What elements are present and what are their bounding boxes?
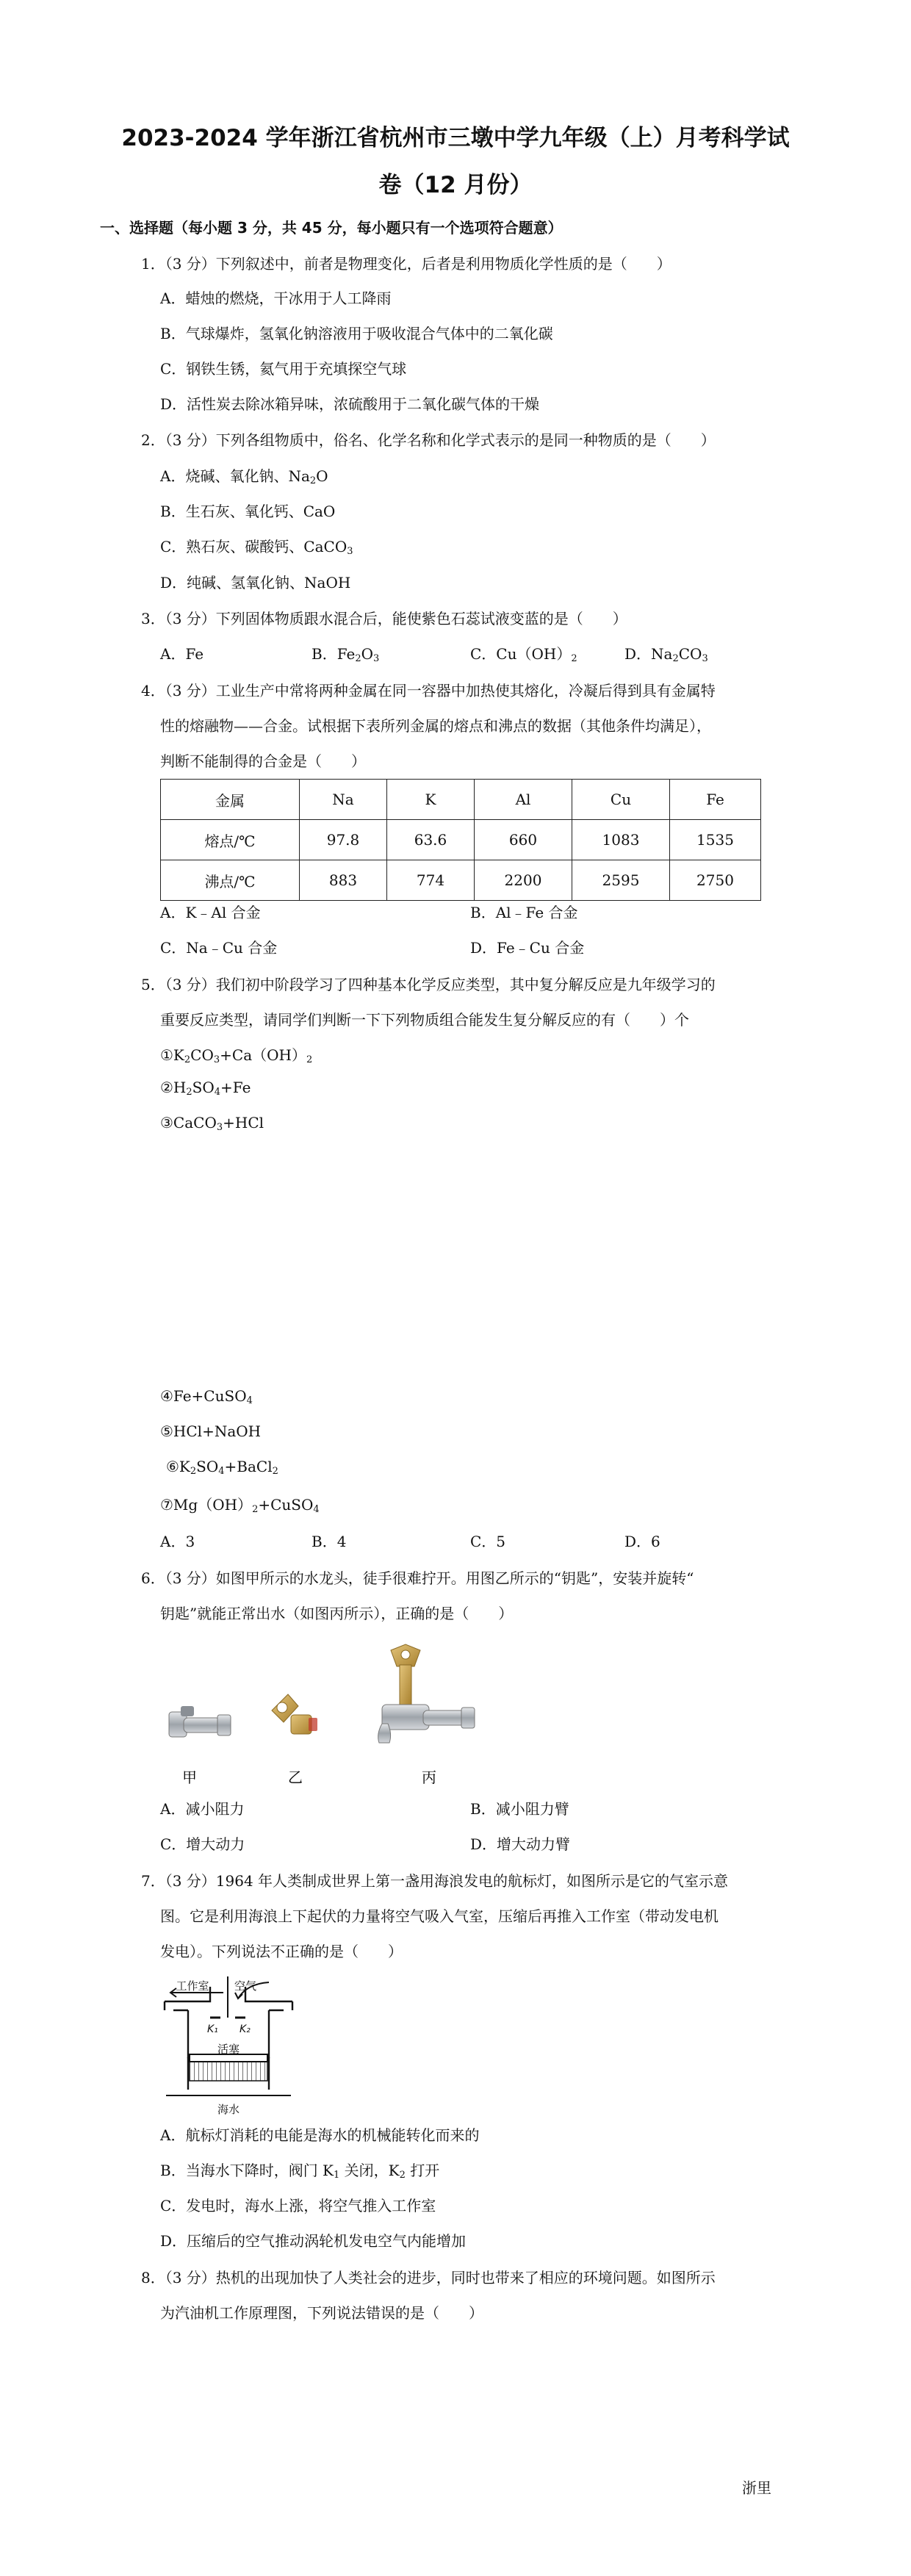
q6-option-d: D．增大动力臂: [470, 1835, 571, 1853]
air-chamber-diagram: [159, 1972, 298, 2119]
q7-option-b: B．当海水下降时，阀门 $K_1$ 关闭，$K_2$ 打开: [160, 2162, 440, 2181]
q5-item-2: $②H_2SO_4+Fe$: [160, 1079, 251, 1098]
q2-stem: 2．（3 分）下列各组物质中，俗名、化学名称和化学式表示的是同一种物质的是（ ）: [141, 431, 716, 449]
figure-label-bing: 丙: [422, 1769, 436, 1786]
q3-option-c: C．$Cu(OH)_2$: [470, 645, 577, 664]
q4-stem-line3: 判断不能制得的合金是（ ）: [160, 752, 366, 770]
label-k1: K₁: [207, 2023, 218, 2035]
q7-option-c: C．发电时，海水上涨，将空气推入工作室: [160, 2197, 436, 2215]
table-cell: 1535: [670, 820, 761, 860]
q5-option-c: C．5: [470, 1533, 506, 1550]
q3-option-b: B．$Fe_2O_3$: [312, 645, 380, 664]
page-footer: 浙里: [742, 2479, 771, 2497]
q6-option-c: C．增大动力: [160, 1835, 245, 1853]
q4-option-c: C．Na﹣Cu 合金: [160, 939, 278, 957]
table-header-row: [161, 780, 761, 820]
q6-option-a: A．减小阻力: [160, 1800, 245, 1818]
q3-option-a: A．Fe: [160, 645, 204, 663]
q2-option-b: B．生石灰、氧化钙、CaO: [160, 503, 336, 520]
q4-stem-line1: 4．（3 分）工业生产中常将两种金属在同一容器中加热使其熔化，冷凝后得到具有金属特: [141, 682, 716, 699]
q7-option-d: D．压缩后的空气推动涡轮机发电空气内能增加: [160, 2232, 467, 2250]
q8-stem-line2: 为汽油机工作原理图，下列说法错误的是（ ）: [160, 2304, 483, 2322]
figure-label-yi: 乙: [288, 1769, 303, 1786]
table-cell: Al: [475, 780, 572, 820]
table-cell: Fe: [670, 780, 761, 820]
label-air: 空气: [234, 1979, 257, 1993]
table-cell: 沸点/℃: [161, 860, 300, 901]
table-cell: 2595: [572, 860, 670, 901]
q4-option-a: A．K﹣Al 合金: [160, 904, 261, 921]
q8-stem-line1: 8．（3 分）热机的出现加快了人类社会的进步，同时也带来了相应的环境问题。如图所示: [141, 2269, 716, 2287]
table-cell: Cu: [572, 780, 670, 820]
table-cell: 97.8: [300, 820, 387, 860]
q7-option-a: A．航标灯消耗的电能是海水的机械能转化而来的: [160, 2126, 480, 2144]
q1-option-b: B．气球爆炸，氢氧化钠溶液用于吸收混合气体中的二氧化碳: [160, 325, 553, 342]
table-row: [161, 860, 761, 901]
q2-option-a: A．烧碱、氧化钠、$Na_2O$: [160, 467, 328, 486]
paper-title-line2: 卷（12 月份）: [378, 172, 533, 198]
q5-item-4: ④Fe+CuSO$_4$: [160, 1387, 253, 1406]
q5-option-a: A．3: [160, 1533, 195, 1550]
q5-option-d: D．6: [624, 1533, 660, 1550]
faucet-jia-icon: [169, 1706, 231, 1737]
q1-option-c: C．钢铁生锈，氦气用于充填探空气球: [160, 360, 407, 378]
label-work-room: 工作室: [176, 1979, 209, 1993]
q6-stem-line2: 钥匙”就能正常出水（如图丙所示），正确的是（ ）: [160, 1605, 514, 1622]
q3-stem: 3．（3 分）下列固体物质跟水混合后，能使紫色石蕊试液变蓝的是（ ）: [141, 610, 627, 627]
q4-option-d: D．Fe﹣Cu 合金: [470, 939, 585, 957]
table-row: [161, 820, 761, 860]
table-cell: 883: [300, 860, 387, 901]
table-cell: K: [387, 780, 475, 820]
label-k2: K₂: [240, 2023, 251, 2035]
brass-key-icon: [272, 1694, 317, 1734]
faucet-figure: [162, 1643, 507, 1790]
table-cell: 金属: [161, 780, 300, 820]
table-cell: 660: [475, 820, 572, 860]
figure-label-jia: 甲: [182, 1769, 197, 1786]
q4-stem-line2: 性的熔融物——合金。试根据下表所列金属的熔点和沸点的数据（其他条件均满足），: [160, 717, 711, 735]
q7-stem-line2: 图。它是利用海浪上下起伏的力量将空气吸入气室，压缩后再推入工作室（带动发电机: [160, 1907, 719, 1925]
paper-title-line1: 2023-2024 学年浙江省杭州市三墩中学九年级（上）月考科学试: [121, 125, 790, 151]
q5-stem-line1: 5．（3 分）我们初中阶段学习了四种基本化学反应类型，其中复分解反应是九年级学习的: [141, 976, 716, 993]
q5-option-b: B．4: [312, 1533, 347, 1550]
q7-stem-line3: 发电）。下列说法不正确的是（ ）: [160, 1943, 403, 1960]
q7-stem-line1: 7．（3 分）1964 年人类制成世界上第一盏用海浪发电的航标灯，如图所示是它的气室示意: [141, 1872, 729, 1890]
table-cell: 2200: [475, 860, 572, 901]
q6-stem-line1: 6．（3 分）如图甲所示的水龙头，徒手很难拧开。用图乙所示的“钥匙”，安装并旋转“: [141, 1569, 694, 1587]
table-cell: Na: [300, 780, 387, 820]
q5-item-5: ⑤HCl+NaOH: [160, 1422, 262, 1440]
faucet-with-key-icon: [378, 1644, 475, 1743]
q1-stem: 1．（3 分）下列叙述中，前者是物理变化，后者是利用物质化学性质的是（ ）: [141, 255, 671, 273]
table-cell: 1083: [572, 820, 670, 860]
table-cell: 63.6: [387, 820, 475, 860]
q5-item-1: $①K_2CO_3+Ca(OH)_2$: [160, 1046, 313, 1065]
table-cell: 774: [387, 860, 475, 901]
label-sea: 海水: [217, 2103, 240, 2116]
section-heading: 一、选择题（每小题 3 分，共 45 分，每小题只有一个选项符合题意）: [100, 219, 563, 237]
metal-property-table: [160, 779, 761, 901]
q1-option-d: D．活性炭去除冰箱异味，浓硫酸用于二氧化碳气体的干燥: [160, 395, 540, 413]
table-cell: 熔点/℃: [161, 820, 300, 860]
q3-option-d: D．$Na_2CO_3$: [624, 645, 708, 664]
q5-item-7: $⑦Mg(OH)_2+CuSO_4$: [160, 1496, 320, 1515]
q4-option-b: B．Al﹣Fe 合金: [470, 904, 578, 921]
q1-option-a: A．蜡烛的燃烧，干冰用于人工降雨: [160, 289, 392, 307]
table-cell: 2750: [670, 860, 761, 901]
q5-stem-line2: 重要反应类型，请同学们判断一下下列物质组合能发生复分解反应的有（ ）个: [160, 1011, 689, 1029]
q5-item-3: ③CaCO$_3$+HCl: [160, 1114, 264, 1133]
q2-option-d: D．纯碱、氢氧化钠、NaOH: [160, 574, 351, 591]
q2-option-c: C．熟石灰、碳酸钙、CaCO$_3$: [160, 538, 353, 557]
q5-item-6: $⑥K_2SO_4+BaCl_2$: [166, 1458, 278, 1477]
q6-option-b: B．减小阻力臂: [470, 1800, 569, 1818]
label-chamber: 活塞: [217, 2043, 240, 2056]
